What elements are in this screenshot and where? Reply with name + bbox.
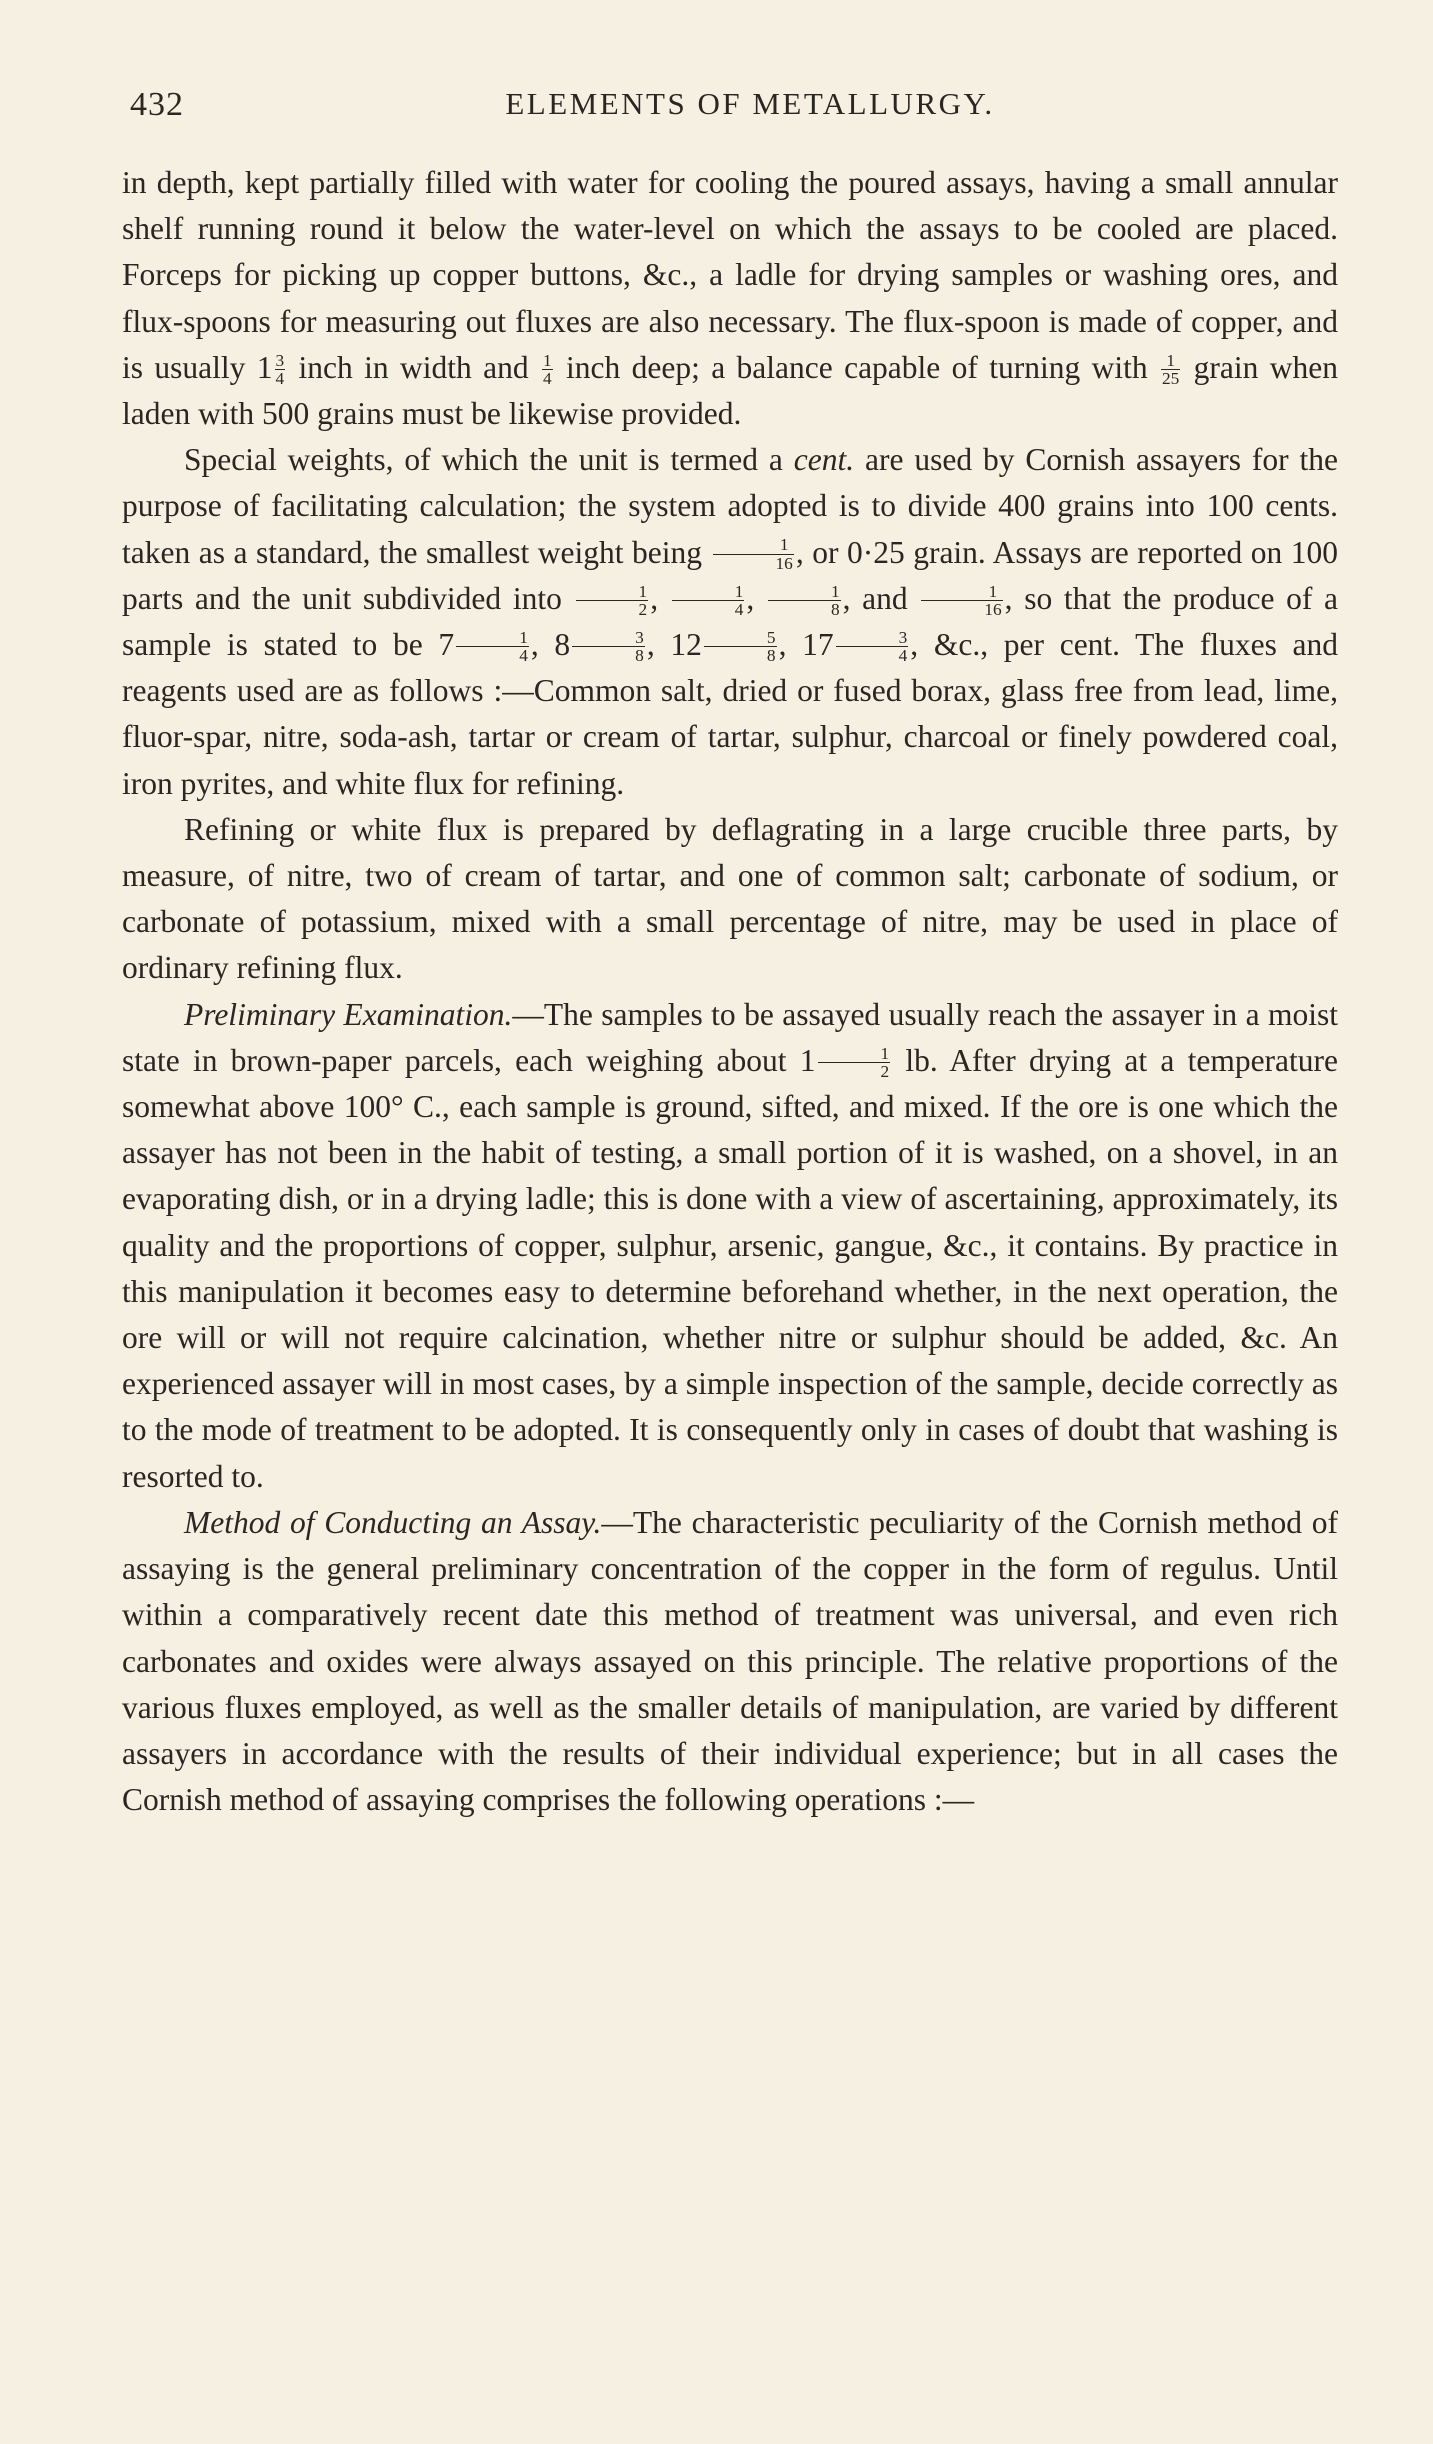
running-head: ELEMENTS OF METALLURGY.: [505, 86, 995, 121]
paragraph-5: [122, 1500, 1338, 1823]
fraction-numerator: 1: [921, 583, 1002, 601]
text-run: , and: [842, 580, 920, 616]
fraction-numerator: 1: [768, 583, 841, 601]
fraction: [542, 352, 553, 388]
section-heading-italic: Method of Conducting an Assay.: [184, 1504, 602, 1540]
fraction-numerator: 1: [818, 1045, 891, 1063]
text-run: Refining or white flux is prepared by deflagrating in a large crucible three parts, by measure, of nitre, two of cream of tartar, and one of common salt; carbonate of sodium, or carbonate of potassium, mixed with a small percentage of nitre, may be used in place of ordinary refining flux.: [122, 811, 1338, 986]
fraction: [576, 583, 649, 619]
text-run: inch in width and: [287, 349, 540, 385]
text-run: Special weights, of which the unit is termed a: [184, 442, 794, 478]
fraction: [572, 629, 645, 665]
fraction-numerator: 1: [456, 629, 529, 647]
fraction: [456, 629, 529, 665]
fraction-numerator: 1: [672, 583, 745, 601]
paragraph-2: [122, 437, 1338, 807]
text-run: ,: [746, 580, 766, 616]
page-number: 432: [130, 86, 184, 123]
fraction: [1161, 352, 1180, 388]
fraction: [672, 583, 745, 619]
text-run: , so that the produce of a sample is stated to be 7: [122, 580, 1339, 663]
fraction-denominator: 16: [775, 553, 793, 573]
text-run: , 17: [778, 627, 834, 663]
fraction-denominator: 8: [766, 646, 776, 666]
fraction: [768, 583, 841, 619]
fraction-denominator: 16: [984, 599, 1002, 619]
fraction: [704, 629, 777, 665]
fraction-numerator: 3: [572, 629, 645, 647]
text-run: —The samples to be assayed usually reach the assayer in a moist state in brown-paper parcels, each weighing about 1: [122, 996, 1338, 1078]
fraction-denominator: 4: [734, 599, 744, 619]
fraction-numerator: 3: [836, 629, 909, 647]
text-run: inch deep; a balance capable of turning with: [554, 349, 1159, 385]
body-text: [122, 160, 1338, 1823]
fraction-denominator: 2: [880, 1061, 890, 1081]
fraction-denominator: 4: [275, 368, 285, 388]
fraction-denominator: 2: [638, 599, 648, 619]
fraction-numerator: 5: [704, 629, 777, 647]
paragraph-4: [122, 992, 1338, 1500]
fraction-denominator: 8: [635, 646, 644, 666]
text-run: , or 0·25 grain. Assays are reported on 100 parts and the unit subdivided into: [122, 534, 1338, 616]
paragraph-3: [122, 807, 1338, 992]
text-run: ,: [650, 580, 670, 616]
fraction: [713, 536, 794, 572]
fraction-numerator: 1: [576, 583, 649, 601]
text-run: , 8: [530, 627, 571, 663]
fraction-denominator: 8: [830, 599, 840, 619]
fraction-numerator: 3: [275, 350, 285, 370]
italic-term: cent.: [793, 442, 855, 478]
page-header: [120, 86, 1340, 136]
fraction-numerator: 1: [1161, 352, 1180, 370]
fraction: [921, 583, 1002, 619]
text-run: —The characteristic peculiarity of the Cornish method of assaying is the general preliminary concentration of the copper in the form of regulus. Until within a comparatively recent date this method of treatment was universal, and even rich carbonates and oxides were always assayed on this principle. The relative proportions of the various fluxes employed, as well as the smaller details of manipulation, are varied by different assayers in accordance with the results of their individual experience; but in all cases the Cornish method of assaying comprises the following operations :—: [122, 1504, 1338, 1818]
fraction-numerator: 1: [713, 536, 794, 554]
text-run: , 12: [646, 627, 702, 663]
fraction-denominator: 4: [542, 368, 552, 388]
section-heading-italic: Preliminary Examination.: [184, 996, 513, 1032]
paragraph-1: [122, 160, 1338, 437]
fraction-denominator: 4: [898, 646, 908, 666]
text-run: , &c., per cent. The fluxes and reagents used are as follows :—Common salt, dried or fused borax, glass free from lead, lime, fluor-spar, nitre, soda-ash, tartar or cream of tartar, sulphur, charcoal or finely powdered coal, iron pyrites, and white flux for refining.: [122, 627, 1339, 801]
fraction: [836, 629, 909, 665]
text-run: are used by Cornish assayers for the purpose of facilitating calculation; the system adopted is to divide 400 grains into 100 cents. taken as a standard, the smallest weight being: [122, 442, 1338, 570]
fraction-numerator: 1: [542, 350, 552, 370]
text-run: in depth, kept partially filled with water for cooling the poured assays, having a small annular shelf running round it below the water-level on which the assays to be cooled are placed. Forceps for picking up copper buttons, &c., a ladle for drying samples or washing ores, and flux-spoons for measuring out fluxes are also necessary. The flux-spoon is made of copper, and is usually 1: [122, 165, 1338, 385]
fraction: [275, 352, 286, 388]
fraction-denominator: 4: [519, 646, 528, 666]
fraction: [818, 1045, 891, 1081]
text-run: grain when laden with 500 grains must be likewise provided.: [122, 349, 1339, 432]
text-run: lb. After drying at a temperature somewhat above 100° C., each sample is ground, sifted, and mixed. If the ore is one which the assayer has not been in the habit of testing, a small portion of it is washed, on a shovel, in an evaporating dish, or in a drying ladle; this is done with a view of ascertaining, approximately, its quality and the proportions of copper, sulphur, arsenic, gangue, &c., it contains. By practice in this manipulation it becomes easy to determine beforehand whether, in the next operation, the ore will or will not require calcination, whether nitre or sulphur should be added, &c. An experienced assayer will in most cases, by a simple inspection of the sample, decide correctly as to the mode of treatment to be adopted. It is consequently only in cases of doubt that washing is resorted to.: [122, 1042, 1338, 1494]
fraction-denominator: 25: [1162, 368, 1180, 388]
